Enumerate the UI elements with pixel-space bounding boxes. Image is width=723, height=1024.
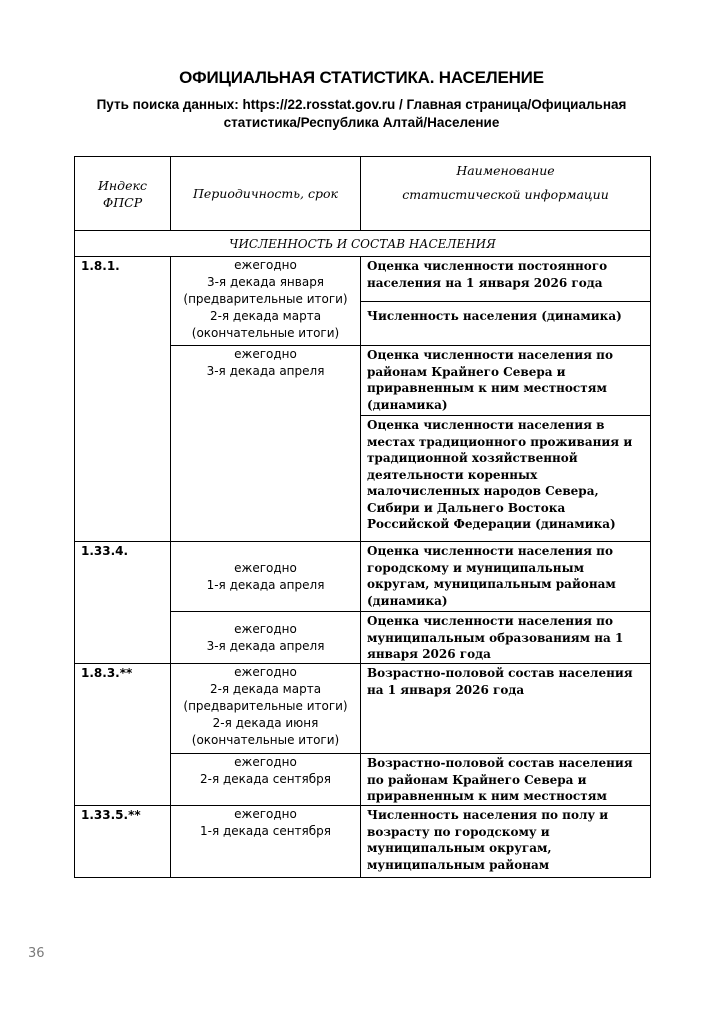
row-info: Оценка численности постоянного населения на 1 января 2026 года xyxy=(361,257,651,302)
statistics-table xyxy=(74,156,651,878)
page-title: ОФИЦИАЛЬНАЯ СТАТИСТИКА. НАСЕЛЕНИЕ xyxy=(179,68,544,87)
path-line-1: Путь поиска данных: https://22.rosstat.gov.ru / Главная страница/Официальная xyxy=(96,97,627,112)
table-row xyxy=(75,542,651,612)
row-period: ежегодно 1-я декада апреля xyxy=(171,542,361,612)
table-row xyxy=(75,806,651,878)
row-info: Численность населения по полу и возрасту по городскому и муниципальным округам, муниципальным районам xyxy=(361,806,651,878)
column-header-period: Периодичность, срок xyxy=(171,157,361,231)
row-info: Численность населения (динамика) xyxy=(361,302,651,346)
row-index: 1.8.1. xyxy=(75,257,171,542)
row-index: 1.33.5.** xyxy=(75,806,171,878)
row-info: Оценка численности населения по муниципальным образованиям на 1 января 2026 года xyxy=(361,612,651,664)
table-row xyxy=(75,664,651,754)
row-period: ежегодно 3-я декада апреля xyxy=(171,612,361,664)
row-index: 1.33.4. xyxy=(75,542,171,664)
column-header-index: Индекс ФПСР xyxy=(75,157,171,231)
data-search-path xyxy=(80,96,643,132)
row-period: ежегодно 2-я декада сентября xyxy=(171,754,361,806)
row-info: Оценка численности населения по районам Крайнего Севера и приравненным к ним местностям (динамика) xyxy=(361,346,651,416)
row-period: ежегодно 3-я декада апреля xyxy=(171,346,361,542)
row-period: ежегодно 2-я декада марта (предварительные итоги) 2-я декада июня (окончательные итоги) xyxy=(171,664,361,754)
row-info: Оценка численности населения в местах традиционного проживания и традиционной хозяйственной деятельности коренных малочисленных народов Севера, Сибири и Дальнего Востока Российской Федерации (динамика) xyxy=(361,416,651,542)
row-info: Возрастно-половой состав населения на 1 января 2026 года xyxy=(361,664,651,754)
section-title: ЧИСЛЕННОСТЬ И СОСТАВ НАСЕЛЕНИЯ xyxy=(75,231,651,257)
column-header-info: Наименование статистической информации xyxy=(361,157,651,231)
row-info: Возрастно-половой состав населения по районам Крайнего Севера и приравненным к ним местностям xyxy=(361,754,651,806)
section-row xyxy=(75,231,651,257)
row-index: 1.8.3.** xyxy=(75,664,171,806)
table-header-row xyxy=(75,157,651,231)
row-period: ежегодно 1-я декада сентября xyxy=(171,806,361,878)
path-line-2: статистика/Республика Алтай/Население xyxy=(223,115,500,130)
page-number: 36 xyxy=(28,946,45,961)
row-period: ежегодно 3-я декада января (предварительные итоги) 2-я декада марта (окончательные итоги) xyxy=(171,257,361,346)
table-row xyxy=(75,257,651,302)
row-info: Оценка численности населения по городскому и муниципальным округам, муниципальным районам (динамика) xyxy=(361,542,651,612)
